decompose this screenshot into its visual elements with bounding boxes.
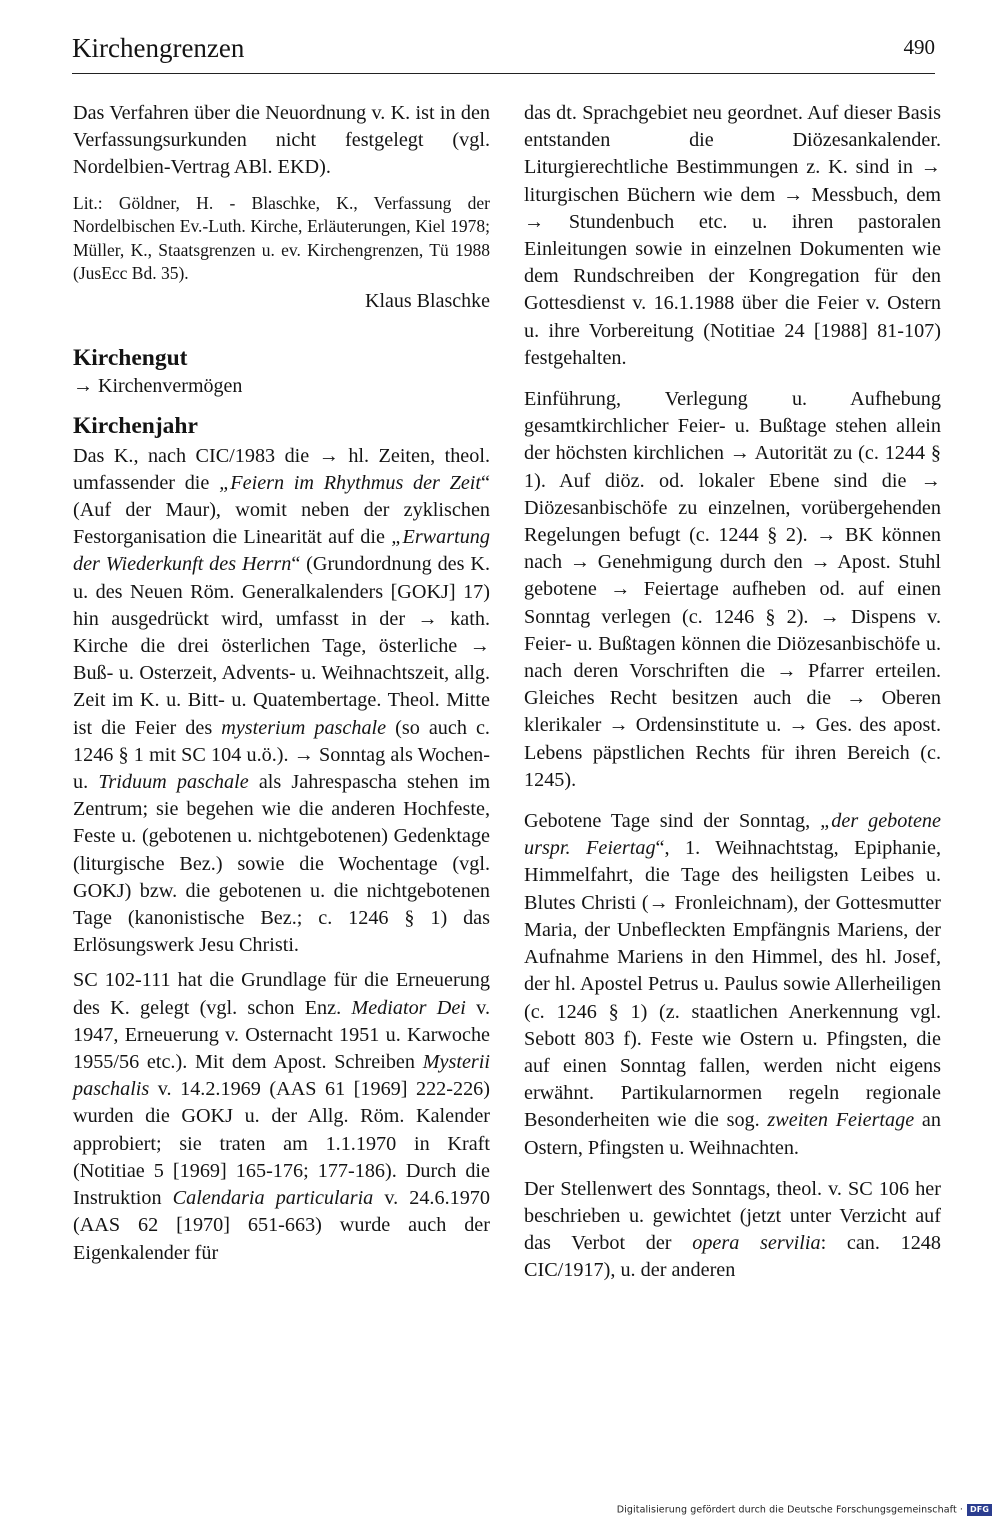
italic-run: Mysterii paschalis	[73, 1051, 490, 1101]
italic-run: Calendaria particularia	[172, 1187, 374, 1210]
text-run: “ (Grundordnung des K. u. des Neuen Röm. Generalkalenders [GOKJ] 17) hin ausgedrückt wird, umfasst in der → kath. Kirche die drei österlichen Tage, österliche → Buß- u. Osterzeit, Advents- u. Weihnachtszeit, allg. Zeit im K. u. Bitt- u. Quatembertage. Theol. Mitte ist die Feier des	[73, 553, 490, 739]
dfg-logo: DFG	[967, 1504, 992, 1516]
text-run: v. 24.6.1970 (AAS 62 [1970] 651-663) wurde auch der Eigenkalender für	[73, 1187, 490, 1264]
text-run: “ (Auf der Maur), womit neben der zyklischen Festorganisation die Linearität auf die	[73, 471, 490, 549]
literature-note: Lit.: Göldner, H. - Blaschke, K., Verfassung der Nordelbischen Ev.-Luth. Kirche, Erläuterungen, Kiel 1978; Müller, K., Staatsgrenzen u. ev. Kirchengrenzen, Tü 1988 (JusEcc Bd. 35).	[73, 192, 490, 284]
running-head-title: Kirchengrenzen	[72, 33, 245, 63]
headword-kirchenjahr: Kirchenjahr	[73, 412, 198, 439]
italic-run: opera servilia	[692, 1232, 821, 1255]
italic-run: „Erwartung der Wiederkunft des Herrn	[73, 526, 490, 576]
text-run: Gebotene Tage sind der Sonntag,	[524, 810, 821, 833]
text-run: SC 102-111 hat die Grundlage für die Erneuerung des K. gelegt (vgl. schon Enz.	[73, 969, 490, 1019]
text-run: (so auch c. 1246 § 1 mit SC 104 u.ö.). → Sonntag als Wochen- u.	[73, 716, 490, 794]
intro-paragraph: Das Verfahren über die Neuordnung v. K. ist in den Verfassungsurkunden nicht festgelegt (vgl. Nordelbien-Vertrag ABl. EKD).	[73, 102, 490, 179]
author-signature: Klaus Blaschke	[365, 289, 490, 312]
right-paragraph-2: Einführung, Verlegung u. Aufhebung gesamtkirchlicher Feier- u. Bußtage stehen allein der höchsten kirchlichen → Autorität zu (c. 1244 § 1). Auf diöz. od. lokaler Ebene sind die → Diözesanbischöfe zu einzelnen, vorübergehenden Regelungen befugt (c. 1244 § 2). → BK können nach → Genehmigung durch den → Apost. Stuhl gebotene → Feiertage aufheben od. auf einen Sonntag verlegen (c. 1246 § 2). → Dispens v. Feier- u. Bußtagen können die Diözesanbischöfe u. nach deren Vorschriften die → Pfarrer erteilen. Gleiches Recht besitzen auch die → Oberen klerikaler → Ordensinstitute u. → Ges. des apost. Lebens päpstlichen Rechts für ihren Bereich (c. 1245).	[524, 388, 941, 791]
cross-reference: → Kirchenvermögen	[73, 374, 243, 397]
footer-text: Digitalisierung gefördert durch die Deutsche Forschungsgemeinschaft ·	[616, 1504, 964, 1516]
kirchenjahr-paragraph-1	[73, 443, 490, 960]
right-paragraph-4	[524, 1176, 941, 1285]
left-column	[73, 100, 490, 1275]
text-run: Der Stellenwert des Sonntags, theol. v. SC 106 her beschrieben u. gewichtet (jetzt unter Verzicht auf das Verbot der	[524, 1177, 941, 1255]
right-paragraph-1: das dt. Sprachgebiet neu geordnet. Auf dieser Basis entstanden die Diözesankalender. Liturgierechtliche Bestimmungen z. K. sind in → liturgischen Büchern wie dem → Messbuch, dem → Stundenbuch etc. u. ihren pastoralen Einleitungen sowie in einzelnen Dokumenten wie dem Rundschreiben der Kongregation für den Gottesdienst v. 16.1.1988 über die Feier v. Ostern u. ihre Vorbereitung (Notitiae 24 [1988] 81-107) festgehalten.	[524, 102, 941, 369]
text-run: “, 1. Weihnachtstag, Epiphanie, Himmelfahrt, die Tage des heiligsten Leibes u. Blutes Christi (→ Fronleichnam), der Gottesmutter Maria, der Unbefleckten Empfängnis Mariens, der Aufnahme Mariens in den Himmel, des hl. Josef, der hl. Apostel Petrus u. Paulus sowie Allerheiligen (c. 1246 § 1) (z. staatlichen Anerkennung vgl. Sebott 803 f). Feste wie Ostern u. Pfingsten, die auf einen Sonntag fallen, werden nicht eigens erwähnt. Partikularnormen regeln regionale Besonderheiten wie die sog.	[524, 837, 941, 1132]
italic-run: Triduum paschale	[98, 771, 249, 794]
italic-run: „der gebotene urspr. Feiertag	[524, 810, 941, 860]
italic-run: „Feiern im Rhythmus der Zeit	[219, 471, 482, 494]
text-run: an Ostern, Pfingsten u. Weihnachten.	[524, 1109, 941, 1159]
digitization-footer	[617, 1504, 992, 1516]
text-run: Das K., nach CIC/1983 die → hl. Zeiten, theol. umfassender die	[73, 444, 490, 494]
kirchenjahr-paragraph-2	[73, 967, 490, 1266]
right-paragraph-3	[524, 808, 941, 1162]
right-column	[524, 100, 941, 1299]
page-number: 490	[903, 35, 935, 59]
text-run: : can. 1248 CIC/1917), u. der anderen	[524, 1232, 941, 1282]
italic-run: mysterium paschale	[221, 716, 387, 739]
italic-run: zweiten Feiertage	[767, 1109, 915, 1132]
running-head	[72, 30, 935, 74]
text-run: v. 14.2.1969 (AAS 61 [1969] 222-226) wurden die GOKJ u. der Allg. Röm. Kalender approbiert; sie traten am 1.1.1970 in Kraft (Notitiae 5 [1969] 165-176; 177-186). Durch die Instruktion	[73, 1078, 490, 1210]
text-run: als Jahrespascha stehen im Zentrum; sie begehen wie die anderen Hochfeste, Feste u. (gebotenen u. nichtgebotenen) Gedenktage (liturgische Bez.) sowie die Wochentage (vgl. GOKJ) bzw. die gebotenen u. die nichtgebotenen Tage (kanonistische Bez.; c. 1246 § 1) das Erlösungswerk Jesu Christi.	[73, 771, 491, 957]
headword-kirchengut: Kirchengut	[73, 344, 188, 371]
text-run: v. 1947, Erneuerung v. Osternacht 1951 u. Karwoche 1955/56 etc.). Mit dem Apost. Schreiben	[73, 996, 490, 1074]
italic-run: Mediator Dei	[351, 996, 466, 1019]
